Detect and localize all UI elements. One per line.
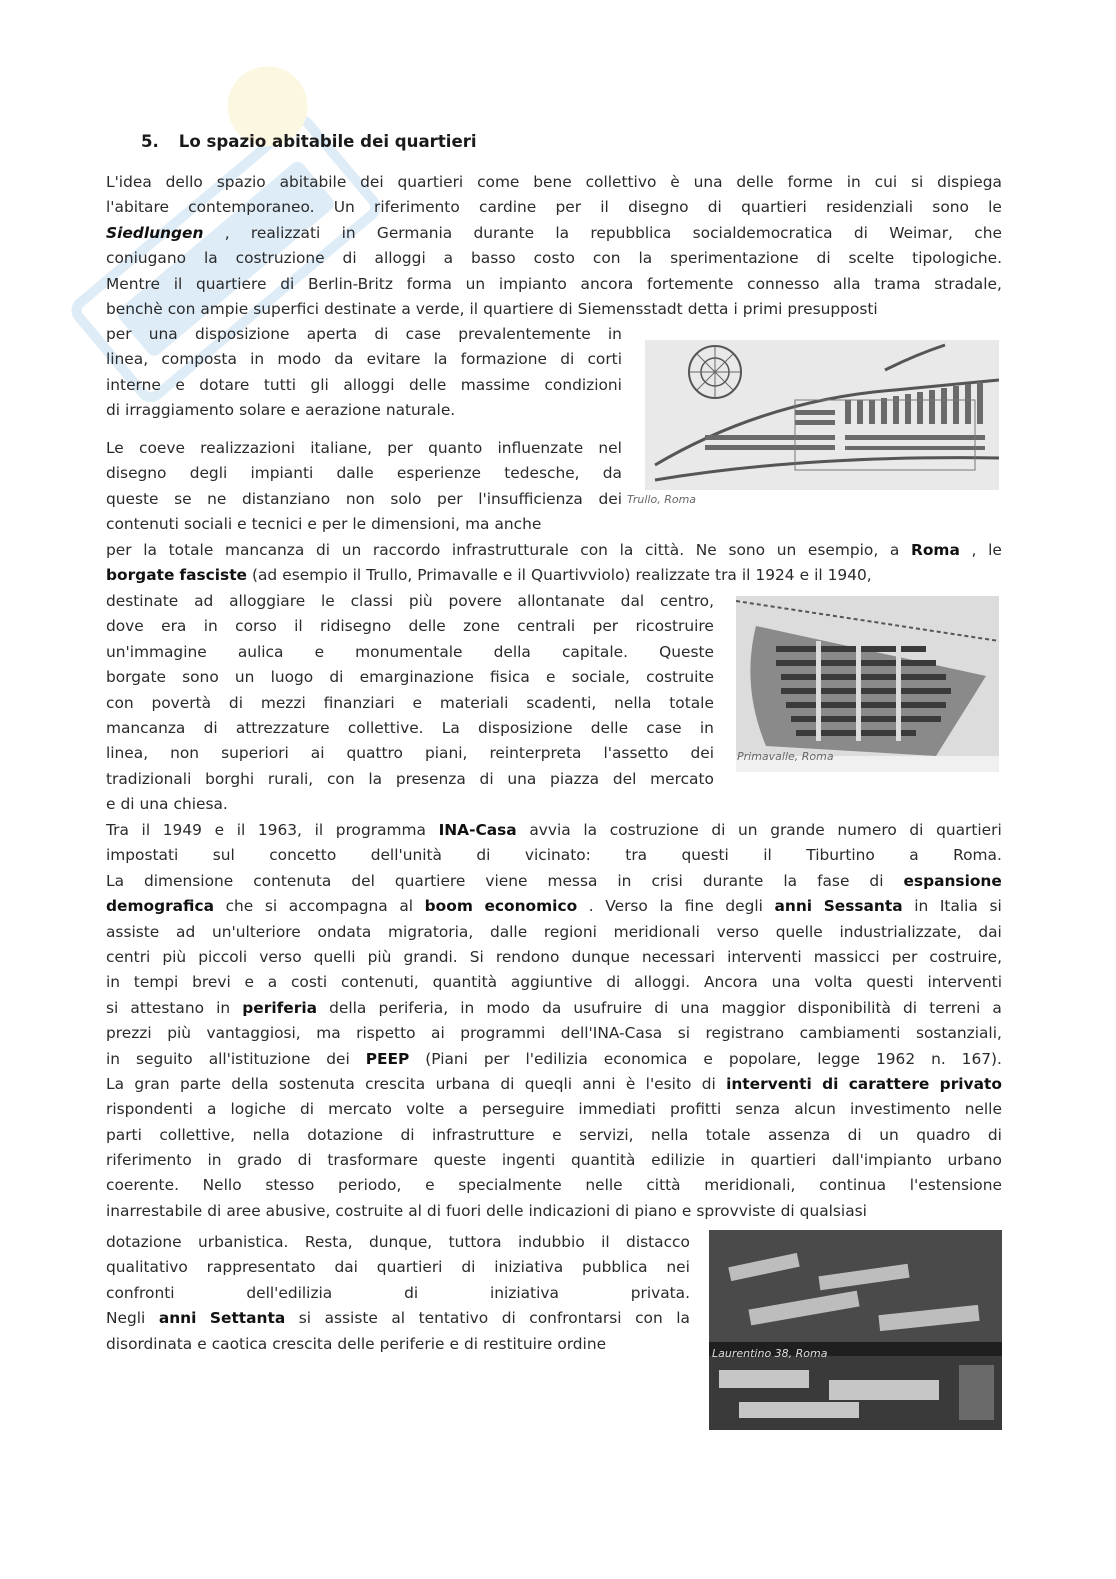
text-line: linea, composta in modo da evitare la formazione di corti bbox=[106, 350, 622, 369]
text-line: Tra il 1949 e il 1963, il programma INA-Casa avvia la costruzione di un grande numero di quartieri bbox=[106, 821, 1002, 839]
text-line: linea, non superiori ai quattro piani, reinterpreta l'assetto dei bbox=[106, 744, 714, 763]
text-line: Siedlungen , realizzati in Germania durante la repubblica socialdemocratica di Weimar, che bbox=[106, 223, 1002, 242]
text-line: queste se ne distanziano non solo per l'insufficienza dei bbox=[106, 489, 622, 508]
text-line: prezzi più vantaggiosi, ma rispetto ai programmi dell'INA-Casa si registrano cambiamenti sostanziali, bbox=[106, 1024, 1002, 1043]
paragraph-anni-settanta bbox=[106, 1230, 690, 1357]
text-line: interne e dotare tutti gli alloggi delle massime condizioni bbox=[106, 375, 622, 394]
text-line: impostati sul concetto dell'unità di vicinato: tra questi il Tiburtino a Roma. bbox=[106, 846, 1002, 865]
text-line: demografica che si accompagna al boom economico . Verso la fine degli anni Sessanta in Italia si bbox=[106, 897, 1002, 916]
paragraph-borgate bbox=[106, 538, 1002, 589]
text-line: Negli anni Settanta si assiste al tentativo di confrontarsi con la bbox=[106, 1309, 690, 1328]
text-line: coerente. Nello stesso periodo, e specialmente nelle città meridionali, continua l'estensione bbox=[106, 1176, 1002, 1195]
text-line: La gran parte della sostenuta crescita urbana di queqli anni è l'esito di interventi di carattere privato bbox=[106, 1074, 1002, 1093]
text-line: dove era in corso il ridisegno delle zone centrali per ricostruire bbox=[106, 617, 714, 636]
text-line: La dimensione contenuta del quartiere viene messa in crisi durante la fase di espansione bbox=[106, 871, 1002, 890]
text-line: si attestano in periferia della periferia, in modo da usufruire di una maggior disponibilità di terreni a bbox=[106, 998, 1002, 1017]
section-heading bbox=[141, 132, 741, 151]
trullo-plan-image bbox=[645, 340, 999, 490]
trullo-caption: Trullo, Roma bbox=[627, 493, 697, 506]
primavalle-caption: Primavalle, Roma bbox=[737, 750, 834, 763]
text-line: e di una chiesa. bbox=[106, 795, 228, 814]
text-line: borgate fasciste (ad esempio il Trullo, Primavalle e il Quartivviolo) realizzate tra il 1924 e il 1940, bbox=[106, 566, 872, 585]
text-line: in tempi brevi e a costi contenuti, quantità aggiuntive di alloggi. Ancora una volta questi interventi bbox=[106, 973, 1002, 992]
text-line: centri più piccoli verso quelli più grandi. Si rendono dunque necessari interventi massicci per costruire, bbox=[106, 947, 1002, 966]
paragraph-italian-realizations bbox=[106, 436, 622, 538]
text-line: confronti dell'edilizia di iniziativa privata. bbox=[106, 1283, 690, 1302]
text-line: contenuti sociali e tecnici e per le dimensioni, ma anche bbox=[106, 515, 542, 534]
text-line: Mentre il quartiere di Berlin-Britz forma un impianto ancora fortemente connesso alla trama stradale, bbox=[106, 274, 1002, 293]
text-line: dotazione urbanistica. Resta, dunque, tuttora indubbio il distacco bbox=[106, 1233, 690, 1251]
text-line: benchè con ampie superfici destinate a verde, il quartiere di Siemensstadt detta i primi presupposti bbox=[106, 299, 878, 318]
text-line: inarrestabile di aree abusive, costruite al di fuori delle indicazioni di piano e sprovviste di qualsiasi bbox=[106, 1201, 867, 1220]
text-line: riferimento in grado di trasformare queste ingenti quantità edilizie in quartieri dall'impianto urbano bbox=[106, 1151, 1002, 1170]
text-line: un'immagine aulica e monumentale della capitale. Queste bbox=[106, 642, 714, 661]
paragraph-siedlungen bbox=[106, 170, 1002, 322]
text-line: l'abitare contemporaneo. Un riferimento cardine per il disegno di quartieri residenziali sono le bbox=[106, 198, 1002, 217]
laurentino-caption: Laurentino 38, Roma bbox=[712, 1347, 828, 1360]
text-line: borgate sono un luogo di emarginazione fisica e sociale, costruite bbox=[106, 668, 714, 687]
text-line: rispondenti a logiche di mercato volte a perseguire immediati profitti senza alcun investimento nelle bbox=[106, 1100, 1002, 1119]
text-line: assiste ad un'ulteriore ondata migratoria, dalle regioni meridionali verso quelle industrializzate, dai bbox=[106, 922, 1002, 941]
text-line: destinate ad alloggiare le classi più povere allontanate dal centro, bbox=[106, 592, 714, 610]
section-number: 5. bbox=[141, 132, 159, 151]
text-line: qualitativo rappresentato dai quartieri di iniziativa pubblica nei bbox=[106, 1258, 690, 1277]
text-line: con povertà di mezzi finanziari e materiali scadenti, nella totale bbox=[106, 693, 714, 712]
text-line: disegno degli impianti dalle esperienze tedesche, da bbox=[106, 464, 622, 483]
text-line: coniugano la costruzione di alloggi a basso costo con la sperimentazione di scelte tipologiche. bbox=[106, 249, 1002, 268]
text-line: per una disposizione aperta di case prevalentemente in bbox=[106, 325, 622, 343]
paragraph-ina-casa bbox=[106, 818, 1002, 1224]
text-line: parti collettive, nella dotazione di infrastrutture e servizi, nella totale assenza di un quadro di bbox=[106, 1125, 1002, 1144]
text-line: disordinata e caotica crescita delle periferie e di restituire ordine bbox=[106, 1334, 607, 1353]
text-line: tradizionali borghi rurali, con la presenza di una piazza del mercato bbox=[106, 769, 714, 788]
laurentino-photo-image bbox=[709, 1230, 1002, 1430]
text-line: mancanza di attrezzature collettive. La disposizione delle case in bbox=[106, 718, 714, 737]
text-line: L'idea dello spazio abitabile dei quartieri come bene collettivo è una delle forme in cui si dispiega bbox=[106, 173, 1002, 191]
paragraph-siemensstadt bbox=[106, 322, 622, 424]
paragraph-borgate-detail bbox=[106, 589, 714, 818]
text-line: in seguito all'istituzione dei PEEP (Piani per l'edilizia economica e popolare, legge 1962 n. 167). bbox=[106, 1049, 1002, 1068]
section-title: Lo spazio abitabile dei quartieri bbox=[178, 132, 477, 151]
text-line: di irraggiamento solare e aerazione naturale. bbox=[106, 401, 456, 420]
text-line: per la totale mancanza di un raccordo infrastrutturale con la città. Ne sono un esempio, a Roma , le bbox=[106, 541, 1002, 559]
primavalle-plan-image bbox=[736, 596, 999, 772]
text-line: Le coeve realizzazioni italiane, per quanto influenzate nel bbox=[106, 439, 622, 457]
